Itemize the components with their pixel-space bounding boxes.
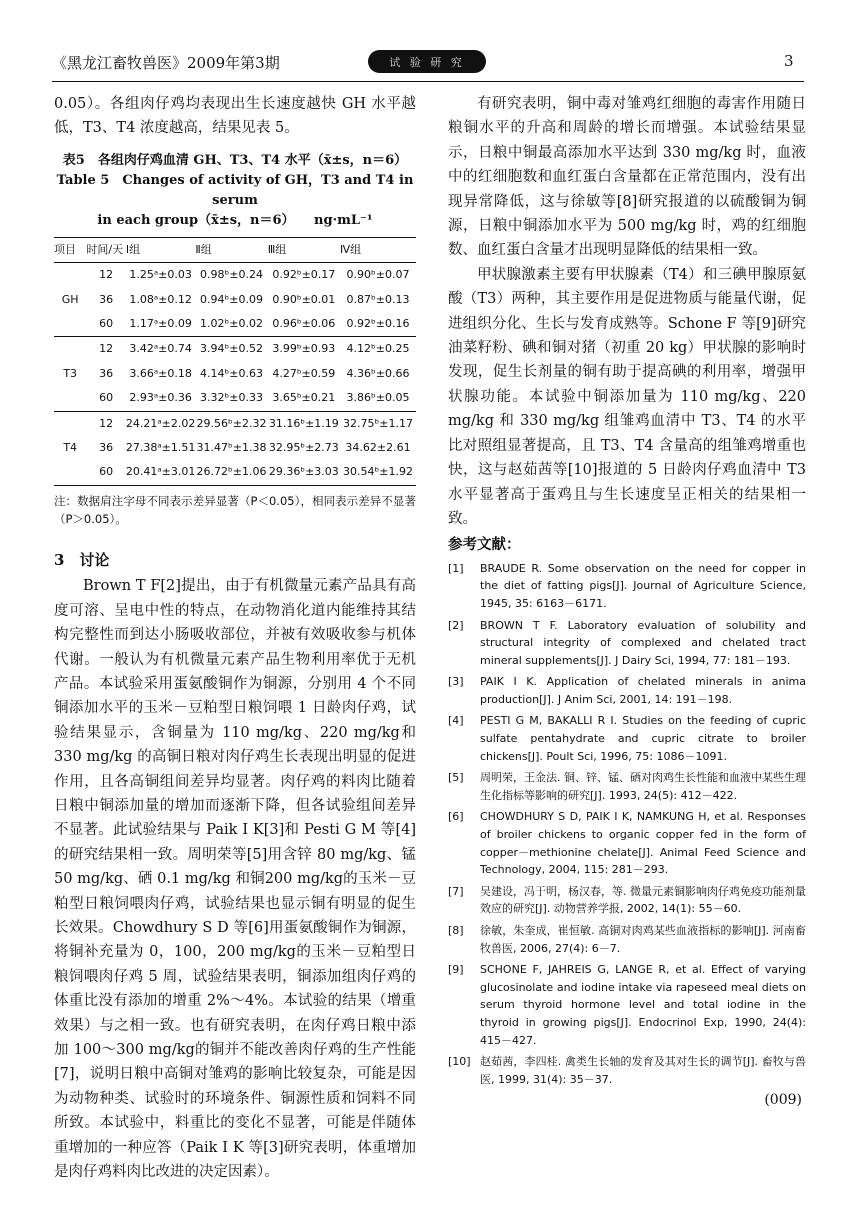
reference-number: [3] <box>448 675 464 689</box>
table-cell: 12 <box>99 342 114 356</box>
table-cell: 30.54ᵇ±1.92 <box>340 460 416 485</box>
table-cell: 20.41ᵃ±3.01 <box>126 460 196 485</box>
table-cell: 0.90ᵇ±0.07 <box>346 268 410 282</box>
th-item: 项目 <box>54 237 86 262</box>
table-note: 注：数据肩注字母不同表示差异显著（P＜0.05），相同表示差异不显著（P＞0.05）。 <box>54 493 416 526</box>
th-g3: Ⅲ组 <box>268 237 340 262</box>
th-g2: Ⅱ组 <box>195 237 267 262</box>
reference-item <box>448 769 806 804</box>
table-row <box>54 386 416 411</box>
table-row <box>54 362 416 386</box>
reference-number: [7] <box>448 884 464 898</box>
table-header-row <box>54 237 416 262</box>
table-caption <box>54 151 416 231</box>
reference-list <box>448 560 806 1089</box>
reference-text: PESTI G M, BAKALLI R I. Studies on the feeding of cupric sulfate pentahydrate and cupric citrate to broiler chickens[J]. Poult Sci, 1996, 75: 1086－1091. <box>480 714 806 763</box>
table-cell: 4.14ᵇ±0.63 <box>200 366 263 380</box>
table-cell: 0.96ᵇ±0.06 <box>268 312 340 337</box>
table-cell: 24.21ᵃ±2.02 <box>125 416 196 430</box>
reference-number: [9] <box>448 963 464 977</box>
reference-item <box>448 808 806 878</box>
table-cell: 0.90ᵇ±0.01 <box>272 292 336 306</box>
reference-text: 周明荣，王金法. 铜、锌、锰、硒对肉鸡生长性能和血液中某些生理生化指标等影响的研究[J]. 1993, 24(5): 412－422. <box>480 771 806 802</box>
table-row <box>54 436 416 460</box>
right-paragraph-1: 有研究表明，铜中毒对雏鸡红细胞的毒害作用随日粮铜水平的升高和周龄的增长而增强。本试验结果显示，日粮中铜最高添加水平达到 330 mg/kg 时，血液中的红细胞数和血红蛋白含量都在正常范围内，没有出现异常降低，这与徐敏等[8]研究报道的以硫酸铜为铜源，日粮中铜添加水平为 500 mg/kg 时，鸡的红细胞数、血红蛋白含量才出现明显降低的结果相一致。 <box>448 96 806 259</box>
th-day: 时间/天 <box>86 237 125 262</box>
table-cell: 1.08ᵃ±0.12 <box>129 292 192 306</box>
table-caption-en-1: Table 5 Changes of activity of GH，T3 and T4 in serum <box>56 172 414 208</box>
reference-item <box>448 883 806 918</box>
table-item-cell: T4 <box>54 411 86 485</box>
table-cell: 34.62±2.61 <box>345 441 411 455</box>
data-table <box>54 237 416 486</box>
reference-number: [2] <box>448 618 464 632</box>
table-cell: 0.92ᵇ±0.17 <box>272 268 336 282</box>
table-cell: 1.02ᵇ±0.02 <box>195 312 267 337</box>
table-cell: 3.42ᵃ±0.74 <box>129 342 192 356</box>
table-caption-cn: 表5 各组肉仔鸡血清 GH、T3、T4 水平（x̄±s，n＝6） <box>62 152 408 168</box>
reference-item <box>448 673 806 708</box>
table-cell: 4.27ᵇ±0.59 <box>272 366 336 380</box>
reference-number: [4] <box>448 714 464 728</box>
article-code: (009) <box>764 1092 802 1109</box>
reference-text: BRAUDE R. Some observation on the need for copper in the diet of fatting pigs[J]. Journal of Agriculture Science, 1945, 35: 6163－6171. <box>480 561 806 610</box>
table-cell: 31.16ᵇ±1.19 <box>268 416 339 430</box>
reference-number: [8] <box>448 924 464 937</box>
table-cell: 3.94ᵇ±0.52 <box>200 342 263 356</box>
table-row <box>54 312 416 337</box>
table-cell: 0.98ᵇ±0.24 <box>200 268 263 282</box>
reference-text: SCHONE F, JAHREIS G, LANGE R, et al. Effect of varying glucosinolate and iodine intake via rapeseed meal diets on serum thyroid hormone level and total iodine in the thyroid in growing pigs[J]. Endocrinol Exp, 1990, 24(4): 415－427. <box>480 963 806 1047</box>
table-item-cell: GH <box>54 263 86 337</box>
reference-text: 吴建设，冯于明，杨汉春，等. 微量元素铜影响肉仔鸡免疫功能剂量效应的研究[J]. 动物营养学报, 2002, 14(1): 55－60. <box>480 884 806 916</box>
right-column <box>448 92 806 1113</box>
table-cell: 29.56ᵇ±2.32 <box>196 416 267 430</box>
table-row <box>54 411 416 436</box>
table-row <box>54 288 416 312</box>
reference-number: [10] <box>448 1055 471 1069</box>
page-number: 3 <box>784 52 794 70</box>
reference-item <box>448 961 806 1049</box>
table-cell: 32.75ᵇ±1.17 <box>343 416 413 430</box>
table-cell: 0.87ᵇ±0.13 <box>346 292 410 306</box>
table-cell: 0.92ᵇ±0.16 <box>340 312 416 337</box>
intro-paragraph: 0.05）。各组肉仔鸡均表现出生长速度越快 GH 水平越低，T3、T4 浓度越高，结果见表 5。 <box>54 96 416 137</box>
table-item-cell: T3 <box>54 337 86 411</box>
reference-item <box>448 1053 806 1088</box>
reference-item <box>448 560 806 613</box>
table-body <box>54 263 416 486</box>
reference-item <box>448 922 806 957</box>
table-cell: 36 <box>99 441 114 455</box>
table-cell: 31.47ᵇ±1.38 <box>196 441 267 455</box>
reference-text: PAIK I K. Application of chelated minerals in anima production[J]. J Anim Sci, 2001, 14: 191－198. <box>480 675 806 706</box>
reference-item <box>448 617 806 670</box>
references-title: 参考文献： <box>448 536 521 554</box>
table-row <box>54 460 416 485</box>
reference-text: 赵茹茜，李四桂. 禽类生长轴的发育及其对生长的调节[J]. 畜牧与兽医, 1999, 31(4): 35－37. <box>480 1055 806 1086</box>
reference-text: 徐敏，朱奎成，崔恒敏. 高铜对肉鸡某些血液指标的影响[J]. 河南畜牧兽医, 2006, 27(4): 6－7. <box>480 924 806 955</box>
left-column <box>54 92 416 1184</box>
table-row <box>54 263 416 288</box>
table-cell: 26.72ᵇ±1.06 <box>195 460 267 485</box>
table-cell: 2.93ᵃ±0.36 <box>126 386 196 411</box>
reference-item <box>448 712 806 765</box>
reference-text: CHOWDHURY S D, PAIK I K, NAMKUNG H, et al. Responses of broiler chickens to organic copper fed in the form of copper－methionine chelate[J]. Animal Feed Science and Technology, 2004, 115: 281－293. <box>480 810 806 877</box>
table-cell: 4.36ᵇ±0.66 <box>346 366 410 380</box>
right-paragraph-2: 甲状腺激素主要有甲状腺素（T4）和三碘甲腺原氨酸（T3）两种，其主要作用是促进物质与能量代谢，促进组织分化、生长与发育成熟等。Schone F 等[9]研究油菜籽粉、碘和铜对猪（初重 20 kg）甲状腺的影响时发现，促生长剂量的铜有助于提高碘的利用率，增强甲状腺功能。本试验中铜添加量为 110 mg/kg、220 mg/kg 和 330 mg/kg 组雏鸡血清中 T3、T4 的水平比对照组显著提高，且 T3、T4 含量高的组雏鸡增重也快，这与赵茹茜等[10]报道的 5 日龄肉仔鸡血清中 T3 水平显著高于蛋鸡且与生长速度呈正相关的结果相一致。 <box>448 266 806 527</box>
reference-number: [6] <box>448 810 464 824</box>
th-g1: Ⅰ组 <box>126 237 196 262</box>
reference-number: [1] <box>448 561 464 575</box>
header-rule <box>52 81 804 82</box>
th-g4: Ⅳ组 <box>340 237 416 262</box>
table-cell: 27.38ᵃ±1.51 <box>125 441 196 455</box>
table-cell: 3.86ᵇ±0.05 <box>340 386 416 411</box>
table-caption-en-2: in each group（x̄±s，n＝6） ng·mL⁻¹ <box>97 212 373 228</box>
table-cell: 4.12ᵇ±0.25 <box>346 342 410 356</box>
table-cell: 1.17ᵃ±0.09 <box>126 312 196 337</box>
table-cell: 3.65ᵇ±0.21 <box>268 386 340 411</box>
reference-number: [5] <box>448 771 464 785</box>
journal-header: 《黑龙江畜牧兽医》2009年第3期 <box>52 54 280 72</box>
table-cell: 12 <box>99 416 114 430</box>
table-cell: 36 <box>99 366 114 380</box>
table-cell: 60 <box>86 460 125 485</box>
table-row <box>54 337 416 362</box>
discussion-paragraph: Brown T F[2]提出，由于有机微量元素产品具有高度可溶、呈电中性的特点，在动物消化道内能维持其结构完整性而到达小肠吸收部位，并被有效吸收参与机体代谢。一般认为有机微量元素产品生物利用率优于无机产品。本试验采用蛋氨酸铜作为铜源，分别用 4 个不同铜添加水平的玉米－豆粕型日粮饲喂 1 日龄肉仔鸡，试验结果显示，含铜量为 110 mg/kg、220 mg/kg和 330 mg/kg 的高铜日粮对肉仔鸡生长表现出明显的促进作用，且各高铜组间差异均显著。肉仔鸡的料肉比随着日粮中铜添加量的增加而逐渐下降，但各试验组间差异不显著。此试验结果与 Paik I K[3]和 Pesti G M 等[4]的研究结果相一致。周明荣等[5]用含锌 80 mg/kg、锰 50 mg/kg、硒 0.1 mg/kg 和铜200 mg/kg的玉米－豆粕型日粮饲喂肉仔鸡，试验结果也显示铜有明显的促生长效果。Chowdhury S D 等[6]用蛋氨酸铜作为铜源，将铜补充量为 0，100，200 mg/kg的玉米－豆粕型日粮饲喂肉仔鸡 5 周，试验结果表明，铜添加组肉仔鸡的体重比没有添加的增重 2%～4%。本试验的结果（增重效果）与之相一致。也有研究表明，在肉仔鸡日粮中添加 100～300 mg/kg的铜并不能改善肉仔鸡的生产性能[7]，说明日粮中高铜对雏鸡的影响比较复杂，可能是因为动物种类、试验时的环境条件、铜源性质和饲料不同所致。本试验中，料重比的变化不显著，可能是伴随体重增加的一种应答（Paik I K 等[3]研究表明，体重增加是肉仔鸡料肉比改进的决定因素）。 <box>54 578 416 1181</box>
table-cell: 60 <box>86 312 125 337</box>
reference-text: BROWN T F. Laboratory evaluation of solubility and structural integrity of complexed and chelated tract mineral supplements[J]. J Dairy Sci, 1994, 77: 181－193. <box>480 618 806 667</box>
table-cell: 36 <box>99 292 114 306</box>
table-cell: 1.25ᵃ±0.03 <box>129 268 192 282</box>
table-cell: 32.95ᵇ±2.73 <box>268 441 339 455</box>
table-cell: 29.36ᵇ±3.03 <box>268 460 340 485</box>
section-title: 3 讨论 <box>54 550 110 569</box>
table-cell: 3.32ᵇ±0.33 <box>195 386 267 411</box>
table-cell: 12 <box>99 268 114 282</box>
table-cell: 0.94ᵇ±0.09 <box>200 292 263 306</box>
section-badge: 试 验 研 究 <box>368 50 486 73</box>
table-cell: 3.66ᵃ±0.18 <box>129 366 192 380</box>
table-cell: 3.99ᵇ±0.93 <box>272 342 336 356</box>
table-cell: 60 <box>86 386 125 411</box>
